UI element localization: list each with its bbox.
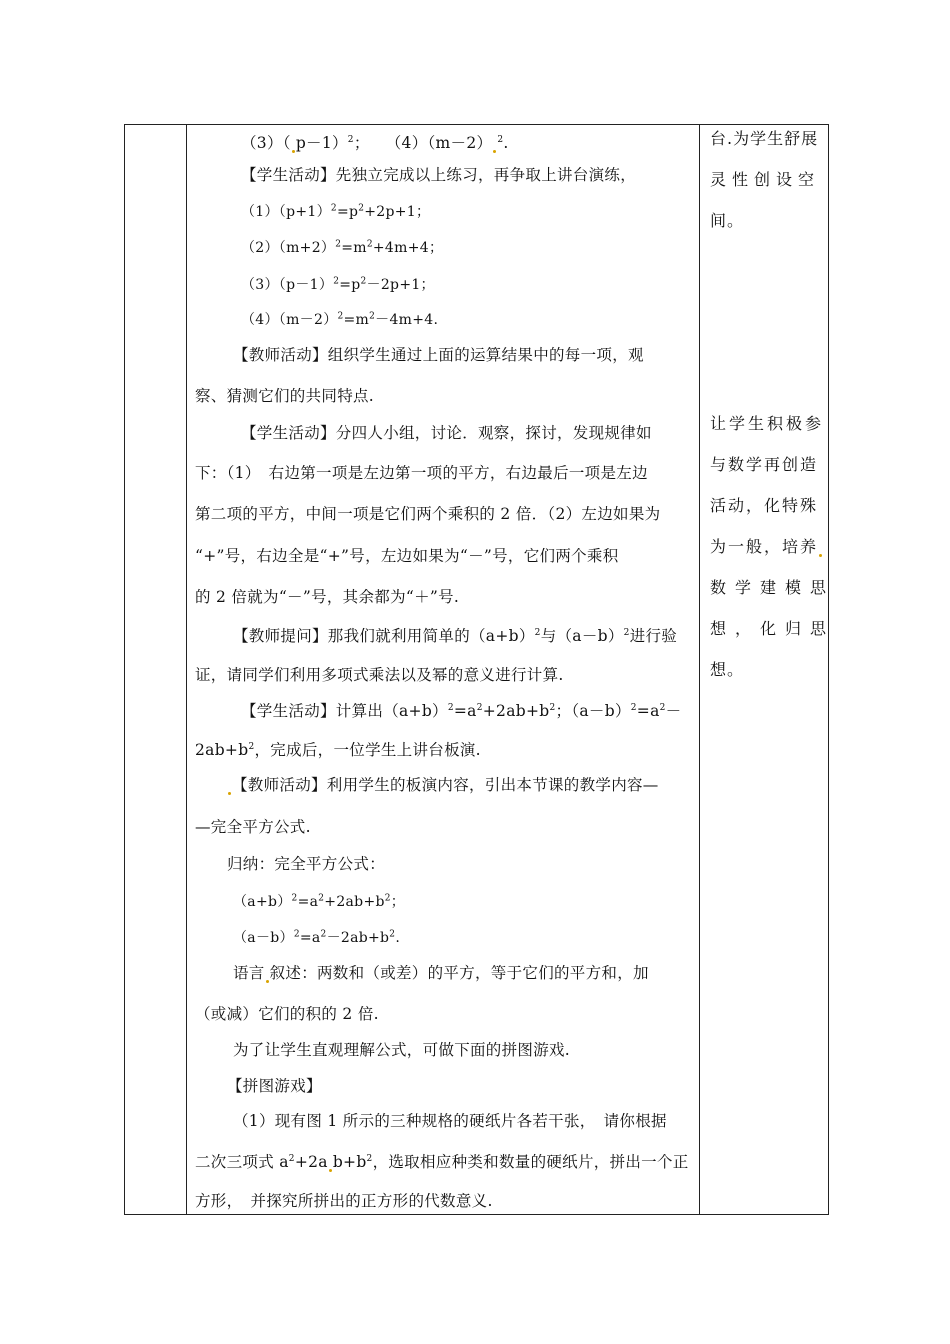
answer-2: $(2)(m+2)^2=m^2+4m+4$； — [241, 239, 444, 256]
formula-sum: $(a+b)^2=a^2+2ab+b^2$； — [233, 893, 406, 910]
marker-dot — [819, 554, 822, 557]
answer-1: $(1)(p+1)^2=p^2+2p+1$； — [241, 203, 431, 220]
rule-line-2: 第二项的平方，中间一项是它们两个乘积的 2 倍．（2）左边如果为 — [195, 505, 661, 523]
purpose-line-6: 活动，化特殊 — [710, 496, 819, 515]
exercise-line-3-4: （3）（ p－1）$^2$； （4）（m－2） $^2$. — [241, 134, 509, 152]
lesson-table — [124, 124, 836, 1215]
purpose-line-5: 与数学再创造 — [710, 455, 819, 474]
student-activity-3-cont: $2ab+b^2$，完成后，一位学生上讲台板演. — [195, 741, 481, 759]
rule-line-3: “+”号，右边全是“+”号，左边如果为“－”号，它们两个乘积 — [195, 547, 619, 565]
purpose-line-9: 想，化归思 — [710, 619, 836, 638]
main-content-cell — [187, 125, 700, 1215]
puzzle-task-1-cont: 二次三项式 $a^2+2a$ $b+b^2$，选取相应种类和数量的硬纸片，拼出一个正 — [195, 1153, 689, 1171]
answer-3: $(3)(p-1)^2=p^2-2p+1$； — [241, 276, 435, 293]
rule-line-1: 下：（1） 右边第一项是左边第一项的平方，右边最后一项是左边 — [195, 464, 648, 482]
marker-dot — [266, 980, 269, 983]
student-activity-2: 【学生活动】分四人小组，讨论．观察，探讨，发现规律如 — [241, 424, 652, 442]
purpose-line-3: 间。 — [710, 211, 745, 230]
marker-dot — [493, 150, 496, 153]
marker-dot — [329, 1169, 332, 1172]
teacher-question: 【教师提问】那我们就利用简单的$(a+b)^2$与$(a-b)^2$进行验 — [233, 627, 678, 645]
marker-dot — [292, 150, 295, 153]
verbal-statement: 语言 叙述：两数和（或差）的平方，等于它们的平方和，加 — [233, 964, 649, 982]
teacher-activity-1: 【教师活动】组织学生通过上面的运算结果中的每一项，观 — [233, 346, 644, 364]
marker-dot — [228, 792, 231, 795]
verbal-statement-cont: （或减）它们的积的 2 倍. — [195, 1005, 379, 1023]
student-activity-3: 【学生活动】计算出$(a+b)^2=a^2+2ab+b^2$；$(a-b)^2=a^2-$ — [241, 702, 682, 720]
teacher-activity-1-cont: 察、猜测它们的共同特点. — [195, 387, 375, 405]
summary-heading: 归纳：完全平方公式： — [227, 855, 386, 873]
teacher-question-cont: 证，请同学们利用多项式乘法以及幂的意义进行计算. — [195, 666, 564, 684]
puzzle-task-1: （1）现有图 1 所示的三种规格的硬纸片各若干张， 请你根据 — [233, 1112, 667, 1130]
purpose-line-7: 为一般，培养 — [710, 537, 820, 557]
puzzle-intro: 为了让学生直观理解公式，可做下面的拼图游戏. — [233, 1041, 571, 1059]
rule-line-4: 的 2 倍就为“－”号，其余都为“＋”号. — [195, 588, 460, 606]
purpose-line-2: 灵性创设空 — [710, 170, 821, 189]
left-blank-cell — [125, 125, 187, 1215]
teacher-activity-2-cont: —完全平方公式. — [195, 818, 311, 836]
purpose-cell — [700, 125, 836, 1215]
purpose-line-1: 台.为学生舒展 — [710, 129, 819, 148]
teacher-activity-2: 【教师活动】利用学生的板演内容，引出本节课的教学内容— — [227, 775, 659, 795]
answer-4: $(4)(m-2)^2=m^2-4m+4$. — [241, 311, 439, 328]
student-activity-1: 【学生活动】先独立完成以上练习，再争取上讲台演练， — [241, 166, 637, 184]
puzzle-heading: 【拼图游戏】 — [227, 1077, 322, 1095]
purpose-line-4: 让学生积极参 — [710, 414, 825, 433]
purpose-line-8: 数学建模思 — [710, 578, 836, 597]
purpose-line-10: 想。 — [710, 660, 745, 679]
puzzle-task-1-end: 方形， 并探究所拼出的正方形的代数意义. — [195, 1192, 493, 1210]
formula-diff: $(a-b)^2=a^2-2ab+b^2$. — [233, 929, 401, 946]
